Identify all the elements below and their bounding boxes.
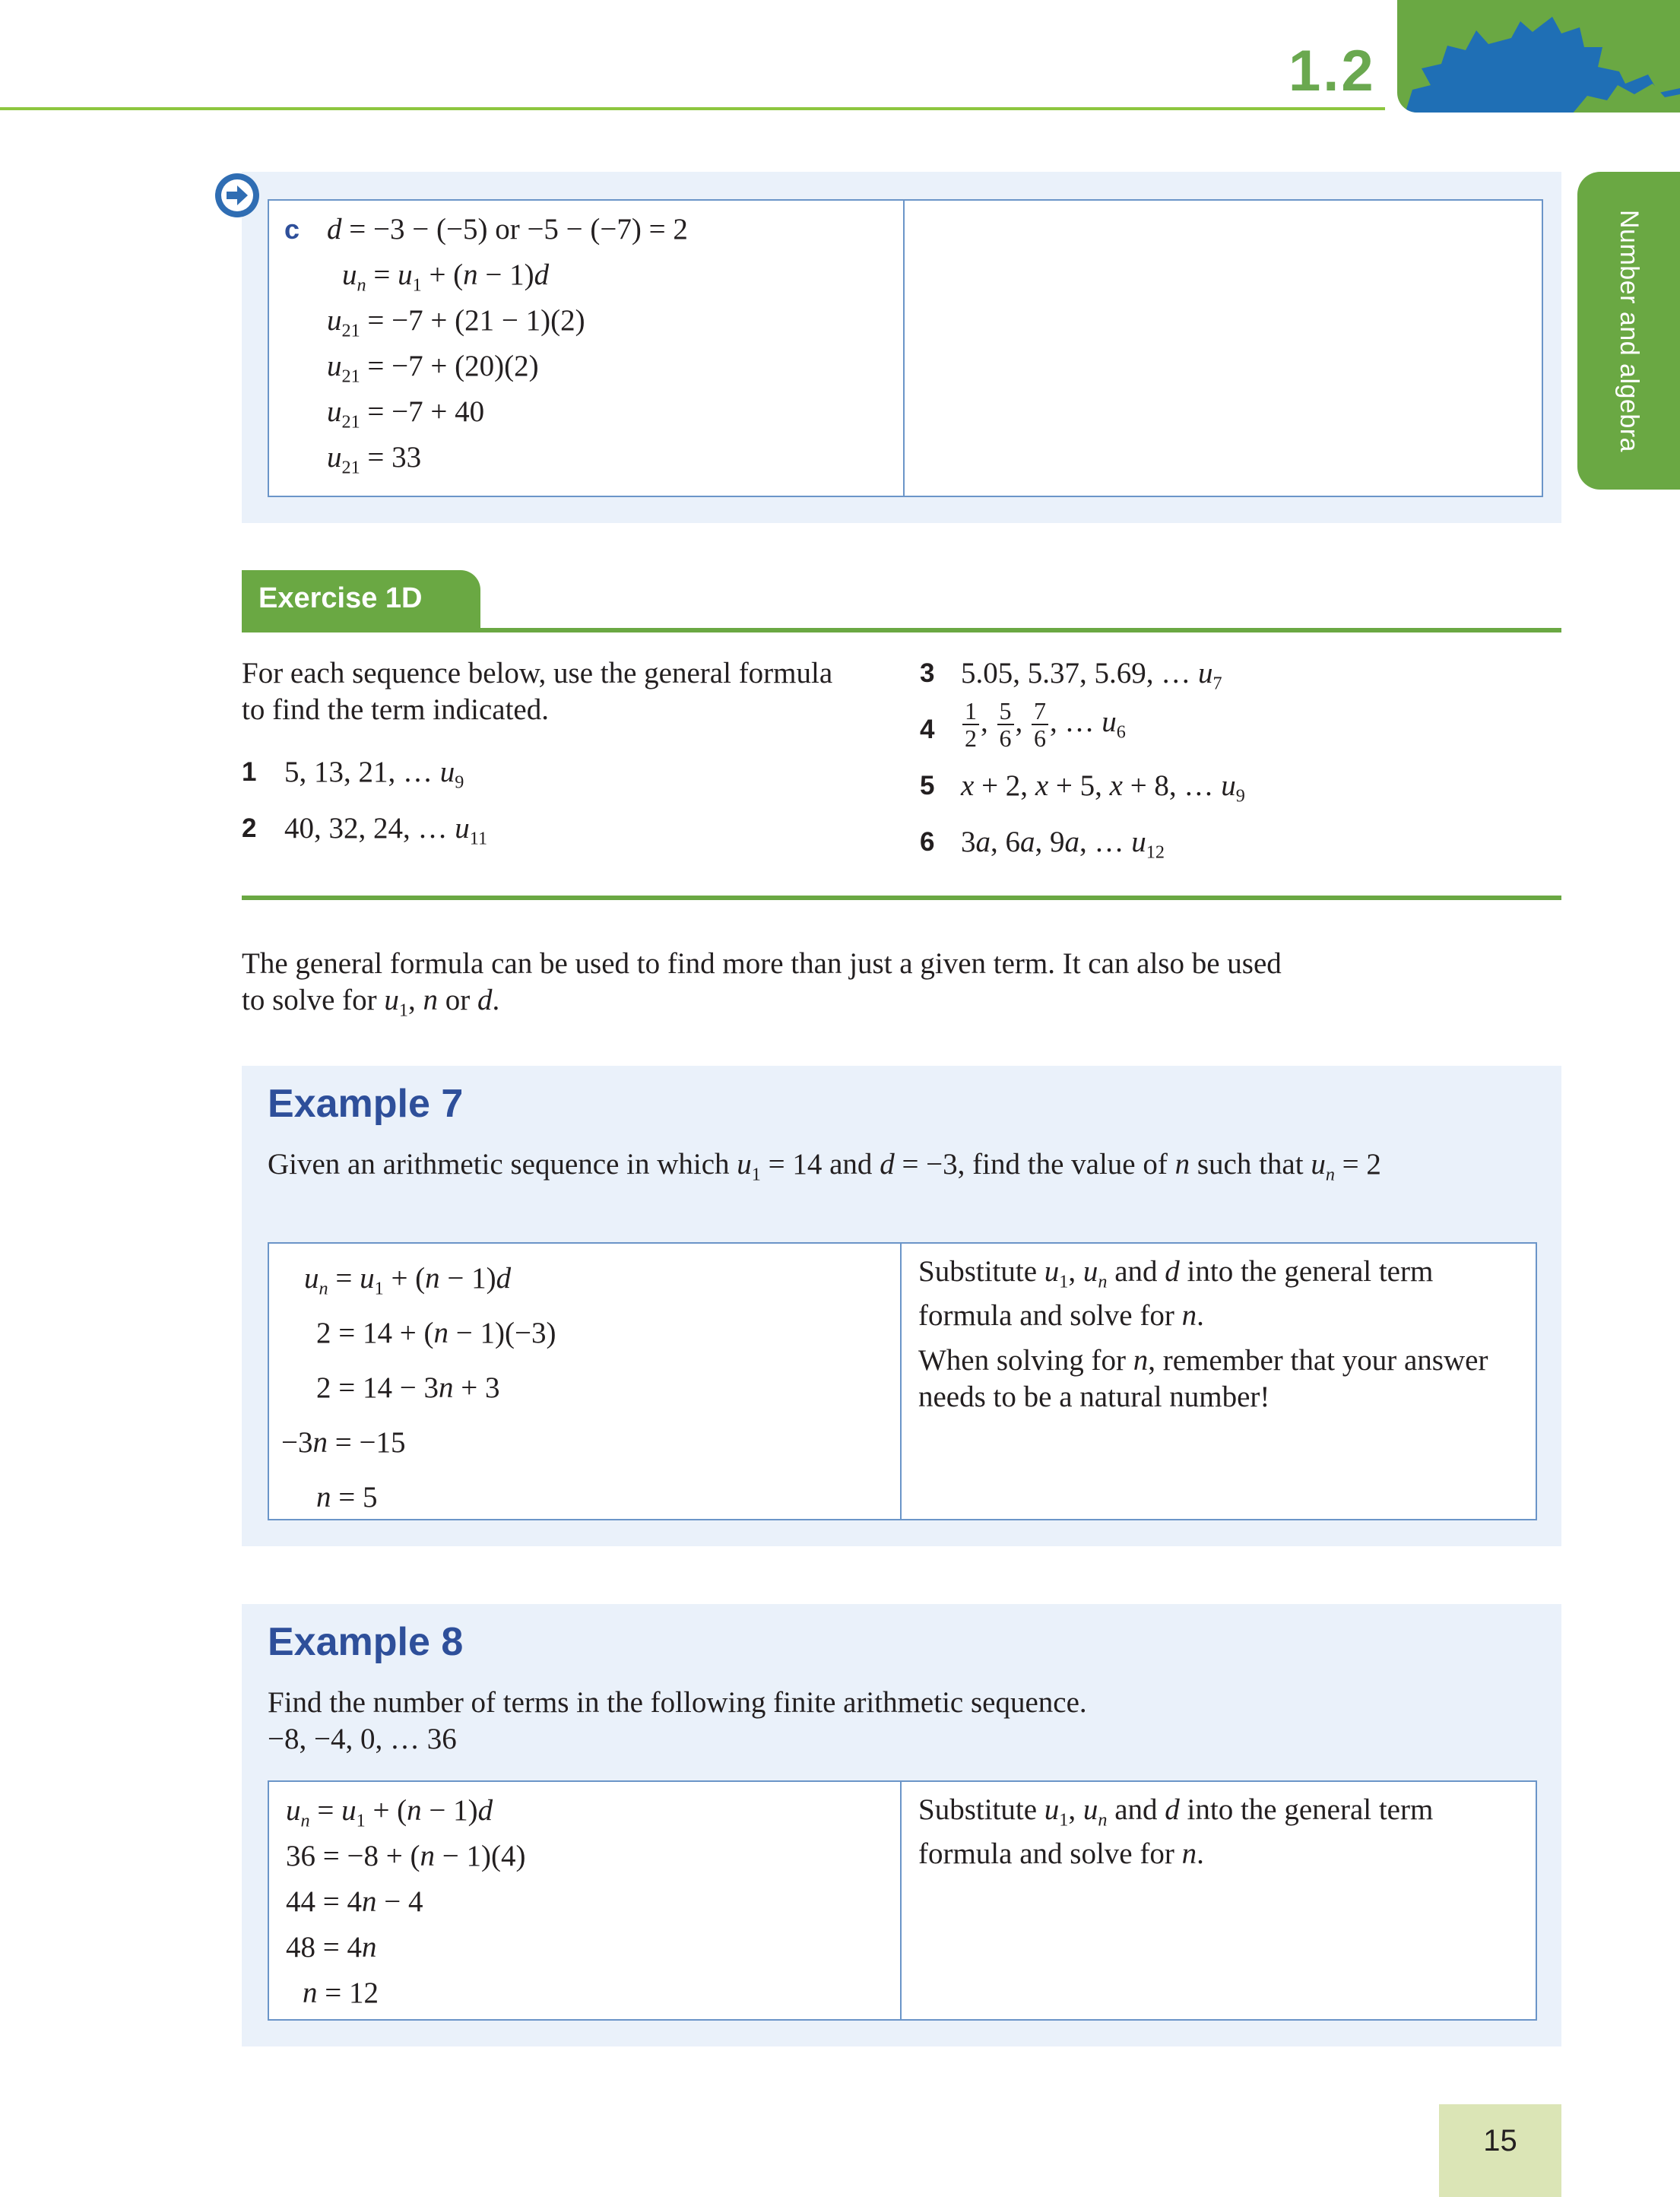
question-text: 5.05, 5.37, 5.69, … $u_7$ — [961, 657, 1222, 694]
question-number: 3 — [920, 658, 935, 688]
header-rule — [0, 107, 1385, 110]
example8-divider — [900, 1780, 902, 2019]
example7-prompt: Given an arithmetic sequence in which $u_1 = 14$ and d = −3, find the value of n such that $u_n = 2$ — [268, 1148, 1381, 1185]
part-c-working — [327, 207, 688, 480]
example8-prompt: Find the number of terms in the following finite arithmetic sequence. — [268, 1686, 1087, 1719]
continuation-arrow-icon — [214, 172, 261, 219]
question-text: $\frac{1}{2}$ , $\frac{5}{6}$ , $\frac{7}{6}$ , … $u_6$ — [961, 698, 1126, 751]
side-tab-label: Number and algebra — [1615, 209, 1644, 452]
question-number: 6 — [920, 827, 935, 857]
corner-banner — [1397, 0, 1680, 113]
note: Substitute $u_1$, $u_n$ and d into the general term formula and solve for n. — [918, 1793, 1434, 1870]
work-line: $u_{21} = -7 + (20)(2)$ — [327, 350, 539, 387]
note: When solving for n, remember that your answer needs to be a natural number! — [918, 1344, 1488, 1413]
note: Substitute $u_1$, $u_n$ and d into the general term formula and solve for n. — [918, 1255, 1434, 1332]
question-text: 40, 32, 24, … $u_{11}$ — [284, 812, 488, 849]
example8-title: Example 8 — [268, 1620, 464, 1664]
part-c-divider — [903, 199, 905, 496]
work-line: $u_{21} = -7 + (21 - 1)(2)$ — [327, 304, 585, 341]
work-line: d = −3 − (−5) or −5 − (−7) = 2 — [327, 213, 688, 246]
work-line: 2 = 14 + (n − 1)(−3) — [316, 1317, 556, 1349]
intro-paragraph: The general formula can be used to find more than just a given term. It can also be used to solve for $u_1$, n or d. — [242, 947, 1282, 1021]
example7-divider — [900, 1242, 902, 1519]
work-line: n = 12 — [303, 1977, 379, 2009]
work-line: $u_n = u_1 + (n - 1)d$ — [286, 1794, 493, 1831]
koch-snowflake-graphic — [1397, 0, 1680, 113]
example7-notes — [918, 1250, 1526, 1416]
work-line: $u_n = u_1 + (n - 1)d$ — [342, 258, 550, 296]
work-line: $u_{21} = -7 + 40$ — [327, 395, 485, 433]
work-line: 36 = −8 + (n − 1)(4) — [286, 1840, 526, 1872]
example7-title: Example 7 — [268, 1082, 464, 1126]
exercise-top-rule — [242, 628, 1561, 632]
section-number: 1.2 — [1289, 39, 1376, 103]
work-line: −3n = −15 — [281, 1426, 406, 1459]
part-label: c — [284, 214, 300, 245]
question-number: 4 — [920, 715, 935, 744]
work-line: n = 5 — [316, 1481, 378, 1514]
work-line: $u_{21} = 33$ — [327, 441, 422, 478]
page-number: 15 — [1483, 2124, 1517, 2157]
example8-notes — [918, 1788, 1526, 1876]
work-line: 2 = 14 − 3n + 3 — [316, 1371, 500, 1404]
question-number: 1 — [242, 757, 257, 787]
example8-working — [286, 1788, 525, 2016]
question-text: x + 2, x + 5, x + 8, … $u_9$ — [961, 769, 1245, 807]
question-text: 5, 13, 21, … $u_9$ — [284, 756, 464, 793]
exercise-instructions: For each sequence below, use the general formula to find the term indicated. — [242, 657, 833, 726]
question-number: 5 — [920, 771, 935, 800]
example8-sequence: −8, −4, 0, … 36 — [268, 1723, 457, 1755]
work-line: 44 = 4n − 4 — [286, 1885, 423, 1918]
exercise-title: Exercise 1D — [258, 582, 423, 614]
question-number: 2 — [242, 813, 257, 843]
question-text: 3a, 6a, 9a, … $u_{12}$ — [961, 826, 1165, 863]
work-line: $u_n = u_1 + (n - 1)d$ — [304, 1262, 512, 1299]
example7-working — [281, 1251, 556, 1525]
work-line: 48 = 4n — [286, 1931, 377, 1964]
exercise-bottom-rule — [242, 896, 1561, 900]
